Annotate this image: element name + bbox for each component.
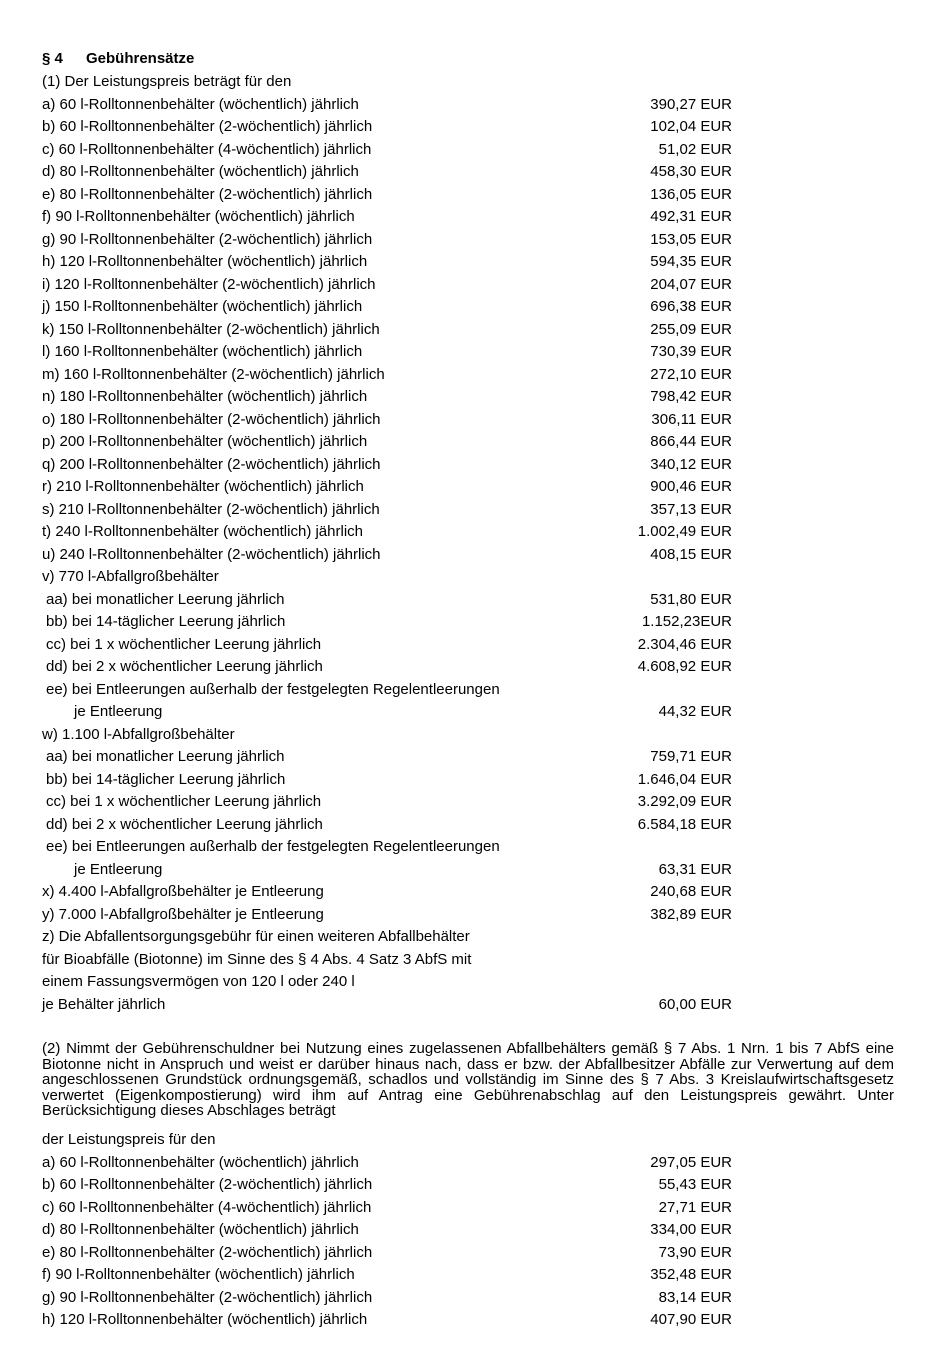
fee-amount: 204,07 EUR [650, 275, 732, 293]
paragraph-2: (2) Nimmt der Gebührenschuldner bei Nutzung eines zugelassenen Abfallbehälters gemäß § 7 Abs. 1 Nrn. 1 bis 7 AbfS eine Biotonne nicht in Anspruch und weist er darüber hinaus nach, dass er bzw. der Abfallbesitzer Abfälle zur Verwertung auf dem angeschlossenen Grundstück ordnungsgemäß, schadlos und vollständig im Sinne des § 7 Abs. 3 Kreislaufwirtschaftsgesetz verwertet (Eigenkompostierung) wird ihm auf Antrag eine Gebührenabschlag auf den Leistungspreis gewährt. Unter Berücksichtigung dieses Abschlages beträgt [42, 1040, 894, 1119]
fee-label: dd) bei 2 x wöchentlicher Leerung jährlich [46, 658, 323, 675]
section-number: § 4 [42, 50, 63, 67]
fee-amount: 1.152,23EUR [641, 613, 732, 630]
fee-row [42, 341, 762, 364]
fee-row [42, 296, 762, 319]
fee-amount: 407,90 EUR [650, 1311, 732, 1328]
fee-row [42, 949, 762, 972]
fee-amount: 83,14 EUR [658, 1288, 732, 1306]
fee-row [42, 1129, 762, 1152]
fee-label: cc) bei 1 x wöchentlicher Leerung jährlich [46, 635, 322, 653]
fee-amount: 1.646,04 EUR [637, 770, 732, 788]
fee-row [42, 634, 762, 657]
fee-label: c) 60 l-Rolltonnenbehälter (4-wöchentlich) jährlich [42, 140, 372, 158]
fee-amount: 531,80 EUR [650, 590, 732, 608]
fee-label: h) 120 l-Rolltonnenbehälter (wöchentlich) jährlich [42, 253, 368, 270]
fee-label: g) 90 l-Rolltonnenbehälter (2-wöchentlich) jährlich [42, 230, 373, 248]
fee-amount: 136,05 EUR [650, 185, 732, 203]
fee-row [42, 184, 762, 207]
fee-row [42, 904, 762, 927]
fee-label: g) 90 l-Rolltonnenbehälter (2-wöchentlich) jährlich [42, 1288, 373, 1306]
fee-amount: 3.292,09 EUR [637, 793, 732, 810]
fee-row [42, 589, 762, 612]
fee-amount: 390,27 EUR [650, 95, 732, 113]
fee-amount: 798,42 EUR [650, 388, 732, 405]
fee-label: t) 240 l-Rolltonnenbehälter (wöchentlich) jährlich [42, 523, 363, 540]
fee-label: y) 7.000 l-Abfallgroßbehälter je Entleerung [42, 905, 324, 923]
fee-row [42, 746, 762, 769]
fee-row [42, 971, 762, 994]
fee-row [42, 116, 762, 139]
fee-label: je Entleerung [74, 703, 163, 720]
fee-amount: 696,38 EUR [650, 298, 732, 315]
fee-label: l) 160 l-Rolltonnenbehälter (wöchentlich) jährlich [42, 343, 363, 360]
fee-label: d) 80 l-Rolltonnenbehälter (wöchentlich) jährlich [42, 1221, 359, 1238]
fee-amount: 2.304,46 EUR [637, 635, 732, 653]
fee-row [42, 926, 762, 949]
fee-amount: 866,44 EUR [650, 433, 732, 450]
intro-text: (1) Der Leistungspreis beträgt für den [42, 73, 292, 90]
fee-row [42, 229, 762, 252]
fee-amount: 255,09 EUR [650, 320, 732, 338]
fee-amount: 340,12 EUR [650, 455, 732, 473]
fee-amount: 27,71 EUR [658, 1198, 732, 1216]
fee-label: q) 200 l-Rolltonnenbehälter (2-wöchentlich) jährlich [42, 455, 381, 473]
fee-label: h) 120 l-Rolltonnenbehälter (wöchentlich) jährlich [42, 1311, 368, 1328]
fee-amount: 63,31 EUR [658, 860, 732, 878]
fee-label: o) 180 l-Rolltonnenbehälter (2-wöchentlich) jährlich [42, 410, 381, 428]
fee-amount: 730,39 EUR [650, 343, 732, 360]
fee-label: e) 80 l-Rolltonnenbehälter (2-wöchentlich) jährlich [42, 1243, 373, 1261]
fee-amount: 458,30 EUR [650, 163, 732, 180]
fee-row [42, 724, 762, 747]
fee-row [42, 701, 762, 724]
fee-row [42, 409, 762, 432]
fee-row [42, 1219, 762, 1242]
fee-label: b) 60 l-Rolltonnenbehälter (2-wöchentlich) jährlich [42, 1176, 373, 1193]
fee-amount: 382,89 EUR [650, 905, 732, 923]
fee-amount: 1.002,49 EUR [637, 523, 732, 540]
fee-row [42, 994, 762, 1017]
fee-label: für Bioabfälle (Biotonne) im Sinne des § 4 Abs. 4 Satz 3 AbfS mit [42, 950, 472, 968]
fee-row [42, 1242, 762, 1265]
fee-label: d) 80 l-Rolltonnenbehälter (wöchentlich) jährlich [42, 163, 359, 180]
fee-row [42, 1309, 762, 1332]
fee-amount: 44,32 EUR [658, 703, 732, 720]
fee-row [42, 139, 762, 162]
fee-row [42, 476, 762, 499]
fee-label: s) 210 l-Rolltonnenbehälter (2-wöchentlich) jährlich [42, 500, 380, 518]
fee-label: w) 1.100 l-Abfallgroßbehälter [42, 725, 235, 743]
fee-row [42, 1152, 762, 1175]
fee-amount: 900,46 EUR [650, 478, 732, 495]
fee-row [42, 251, 762, 274]
fee-label: ee) bei Entleerungen außerhalb der festgelegten Regelentleerungen [46, 680, 500, 698]
fee-row [42, 814, 762, 837]
fee-amount: 357,13 EUR [650, 500, 732, 518]
fee-row [42, 1287, 762, 1310]
fee-label: k) 150 l-Rolltonnenbehälter (2-wöchentlich) jährlich [42, 320, 380, 338]
fee-row [42, 859, 762, 882]
fee-label: bb) bei 14-täglicher Leerung jährlich [46, 770, 286, 788]
fee-amount: 352,48 EUR [650, 1266, 732, 1283]
fee-row [42, 1174, 762, 1197]
fee-label: aa) bei monatlicher Leerung jährlich [46, 590, 285, 608]
fee-amount: 73,90 EUR [658, 1243, 732, 1261]
fee-amount: 4.608,92 EUR [637, 658, 732, 675]
fee-amount: 306,11 EUR [651, 410, 732, 428]
fee-label: b) 60 l-Rolltonnenbehälter (2-wöchentlich) jährlich [42, 118, 373, 135]
fee-label: r) 210 l-Rolltonnenbehälter (wöchentlich) jährlich [42, 478, 364, 495]
fee-row [42, 364, 762, 387]
fee-row [42, 791, 762, 814]
fee-row [42, 656, 762, 679]
fee-amount: 55,43 EUR [658, 1176, 732, 1193]
fee-row [42, 319, 762, 342]
fee-row [42, 161, 762, 184]
fee-label: z) Die Abfallentsorgungsgebühr für einen weiteren Abfallbehälter [42, 928, 470, 945]
fee-amount: 102,04 EUR [650, 118, 732, 135]
fee-label: v) 770 l-Abfallgroßbehälter [42, 568, 219, 585]
fee-row [42, 454, 762, 477]
fee-row [42, 1197, 762, 1220]
section-heading [42, 50, 194, 67]
fee-row [42, 206, 762, 229]
fee-row [42, 499, 762, 522]
fee-label: einem Fassungsvermögen von 120 l oder 240 l [42, 973, 355, 990]
fee-amount: 594,35 EUR [650, 253, 732, 270]
fee-row [42, 769, 762, 792]
fee-label: cc) bei 1 x wöchentlicher Leerung jährlich [46, 793, 322, 810]
fee-amount: 408,15 EUR [650, 545, 732, 563]
fee-row [42, 521, 762, 544]
fee-label: f) 90 l-Rolltonnenbehälter (wöchentlich) jährlich [42, 1266, 355, 1283]
fee-label: x) 4.400 l-Abfallgroßbehälter je Entleerung [42, 883, 324, 900]
fee-row [42, 881, 762, 904]
fee-label: i) 120 l-Rolltonnenbehälter (2-wöchentlich) jährlich [42, 275, 376, 293]
fee-label: ee) bei Entleerungen außerhalb der festgelegten Regelentleerungen [46, 838, 500, 855]
fee-label: m) 160 l-Rolltonnenbehälter (2-wöchentlich) jährlich [42, 365, 385, 383]
fee-label: f) 90 l-Rolltonnenbehälter (wöchentlich) jährlich [42, 208, 355, 225]
fee-row [42, 386, 762, 409]
fee-label: je Entleerung [74, 860, 163, 878]
fee-row [42, 274, 762, 297]
fee-amount: 272,10 EUR [650, 365, 732, 383]
fee-row [42, 94, 762, 117]
fee-row [42, 679, 762, 702]
fee-row [42, 1264, 762, 1287]
fee-label: e) 80 l-Rolltonnenbehälter (2-wöchentlich) jährlich [42, 185, 373, 203]
fee-row [42, 431, 762, 454]
fee-amount: 6.584,18 EUR [637, 815, 732, 833]
fee-amount: 60,00 EUR [658, 995, 732, 1013]
fee-label: p) 200 l-Rolltonnenbehälter (wöchentlich) jährlich [42, 433, 368, 450]
section-title: Gebührensätze [86, 50, 195, 67]
fee-label: n) 180 l-Rolltonnenbehälter (wöchentlich) jährlich [42, 388, 368, 405]
fee-label: a) 60 l-Rolltonnenbehälter (wöchentlich) jährlich [42, 1153, 359, 1171]
fee-label: der Leistungspreis für den [42, 1131, 216, 1148]
fee-amount: 51,02 EUR [658, 140, 732, 158]
part1-intro [42, 71, 762, 94]
fee-amount: 153,05 EUR [650, 230, 732, 248]
fee-label: bb) bei 14-täglicher Leerung jährlich [46, 613, 286, 630]
fee-label: aa) bei monatlicher Leerung jährlich [46, 748, 285, 765]
fee-amount: 492,31 EUR [650, 208, 732, 225]
fee-label: je Behälter jährlich [42, 995, 166, 1013]
fee-list-part-2 [42, 1129, 762, 1332]
fee-amount: 297,05 EUR [650, 1153, 732, 1171]
fee-amount: 334,00 EUR [650, 1221, 732, 1238]
fee-amount: 759,71 EUR [650, 748, 732, 765]
fee-row [42, 544, 762, 567]
fee-list-part-1 [42, 71, 762, 1016]
fee-label: dd) bei 2 x wöchentlicher Leerung jährlich [46, 815, 323, 833]
fee-row [42, 566, 762, 589]
fee-row [42, 611, 762, 634]
fee-label: j) 150 l-Rolltonnenbehälter (wöchentlich) jährlich [42, 298, 363, 315]
fee-label: a) 60 l-Rolltonnenbehälter (wöchentlich) jährlich [42, 95, 359, 113]
fee-label: c) 60 l-Rolltonnenbehälter (4-wöchentlich) jährlich [42, 1198, 372, 1216]
fee-amount: 240,68 EUR [650, 883, 732, 900]
fee-label: u) 240 l-Rolltonnenbehälter (2-wöchentlich) jährlich [42, 545, 381, 563]
fee-row [42, 836, 762, 859]
